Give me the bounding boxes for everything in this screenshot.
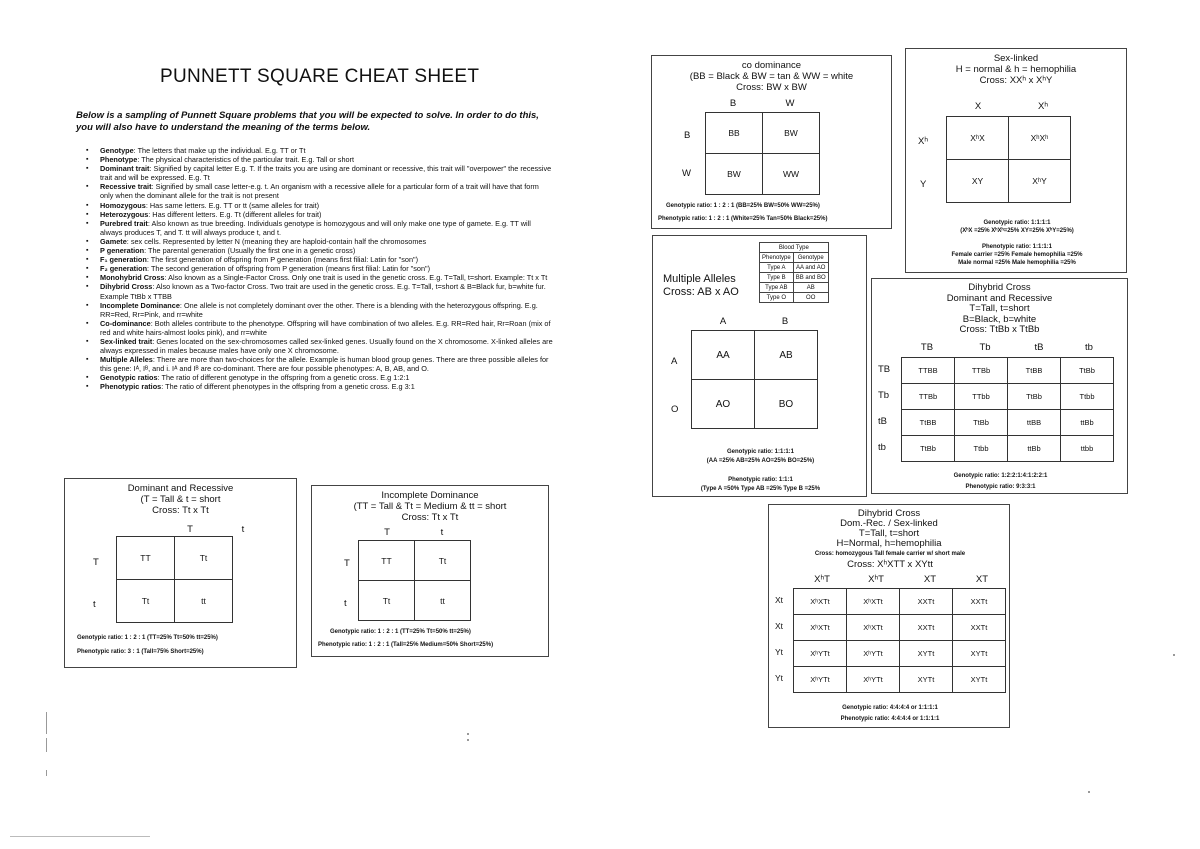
blood-type-table bbox=[759, 242, 829, 303]
punnett-cell: XYTt bbox=[953, 667, 1006, 693]
multiple-alleles-box bbox=[652, 235, 867, 497]
blood-type-title: Blood Type bbox=[760, 243, 829, 253]
phenotypic-ratio-detail: (Type A =50% Type AB =25% Type B =25% bbox=[700, 486, 821, 492]
punnett-cell: Tt bbox=[117, 580, 175, 623]
box-title: Incomplete Dominance (TT = Tall & Tt = Medium & tt = short Cross: Tt x Tt bbox=[353, 490, 507, 523]
phenotypic-ratio: Phenotypic ratio: 4:4:4:4 or 1:1:1:1 bbox=[840, 716, 940, 722]
dominant-recessive-box bbox=[64, 478, 297, 668]
box-title: Sex-linked H = normal & h = hemophilia Cross: XXʰ x XʰY bbox=[955, 53, 1077, 86]
term-item bbox=[84, 182, 554, 200]
punnett-grid bbox=[793, 588, 1006, 693]
genotypic-ratio: Genotypic ratio: 1 : 2 : 1 (TT=25% Tt=50% tt=25%) bbox=[77, 635, 218, 641]
punnett-cell: TtBb bbox=[1008, 384, 1061, 410]
punnett-cell: TTBB bbox=[902, 358, 955, 384]
term-name: Purebred trait bbox=[100, 218, 148, 228]
box-title: co dominance (BB = Black & BW = tan & WW = white Cross: BW x BW bbox=[689, 60, 854, 93]
punnett-cell: TTBb bbox=[955, 358, 1008, 384]
term-item bbox=[84, 237, 554, 246]
box-title: Dihybrid Cross Dom.-Rec. / Sex-linked T=Tall, t=short H=Normal, h=hemophilia bbox=[836, 508, 942, 549]
term-item bbox=[84, 355, 554, 373]
blood-type-header: Phenotype bbox=[760, 253, 794, 263]
punnett-cell: XY bbox=[947, 160, 1009, 203]
row-header: Yt bbox=[775, 673, 784, 683]
cross-label: Cross: XʰXTT x XYtt bbox=[847, 559, 933, 570]
phenotypic-ratio: Phenotypic ratio: 1:1:1 bbox=[728, 477, 793, 483]
genotypic-ratio: Genotypic ratio: 1:1:1:1 bbox=[983, 220, 1051, 226]
column-headers: T t bbox=[384, 527, 444, 538]
term-name: P generation bbox=[100, 246, 145, 256]
punnett-cell: XʰYTt bbox=[847, 641, 900, 667]
term-definition: : Signified by small case letter-e.g. t. An organism with a recessive allele for a particular form of a trait will have that form only when the dominant allele for the trait is not present bbox=[100, 182, 539, 201]
term-name: Phenotypic ratios bbox=[100, 382, 162, 392]
row-header: B bbox=[684, 130, 691, 141]
term-item bbox=[84, 164, 554, 182]
row-header: T bbox=[344, 558, 350, 569]
term-name: F₁ generation bbox=[100, 255, 147, 265]
box-title: Dominant and Recessive (T = Tall & t = short Cross: Tt x Tt bbox=[127, 483, 234, 516]
row-header: Xt bbox=[775, 595, 784, 605]
term-item bbox=[84, 255, 554, 264]
dihybrid-cross-box bbox=[871, 278, 1128, 494]
codominance-box bbox=[651, 55, 892, 229]
term-name: Co-dominance bbox=[100, 318, 151, 328]
scan-mark bbox=[467, 733, 469, 735]
term-name: Multiple Alleles bbox=[100, 355, 153, 365]
punnett-cell: WW bbox=[763, 154, 820, 195]
box-title: Multiple Alleles bbox=[663, 273, 736, 285]
row-header: TB bbox=[878, 364, 891, 375]
column-headers: B W bbox=[729, 98, 795, 109]
term-item bbox=[84, 246, 554, 255]
column-headers: X Xʰ bbox=[974, 101, 1048, 112]
dihybrid-sex-linked-box bbox=[768, 504, 1010, 728]
punnett-cell: TtBB bbox=[1008, 358, 1061, 384]
term-definition: : The second generation of offspring from P generation (means first filial: Latin for "son") bbox=[147, 264, 431, 274]
punnett-cell: Ttbb bbox=[1061, 384, 1114, 410]
punnett-grid bbox=[946, 116, 1071, 203]
punnett-cell: TT bbox=[359, 541, 415, 581]
term-item bbox=[84, 301, 554, 319]
punnett-cell: BB bbox=[706, 113, 763, 154]
incomplete-dominance-box bbox=[311, 485, 549, 657]
row-header: Tb bbox=[878, 390, 890, 401]
scan-mark bbox=[1088, 791, 1090, 793]
term-definition: : Has different letters. E.g. Tt (different alleles for trait) bbox=[148, 209, 322, 219]
phenotypic-ratio: Phenotypic ratio: 1 : 2 : 1 (Tall=25% Medium=50% Short=25%) bbox=[318, 642, 494, 648]
genotypic-ratio: Genotypic ratio: 1:1:1:1 bbox=[726, 449, 794, 455]
punnett-cell: ttBB bbox=[1008, 410, 1061, 436]
term-definition: : The first generation of offspring from P generation (means first filial: Latin for "son") bbox=[146, 255, 419, 265]
row-header: t bbox=[93, 599, 96, 610]
punnett-cell: TTbb bbox=[955, 384, 1008, 410]
row-header: Yt bbox=[775, 647, 784, 657]
punnett-cell: TtBb bbox=[902, 436, 955, 462]
phenotypic-ratio: Phenotypic ratio: 3 : 1 (Tall=75% Short=25%) bbox=[77, 649, 204, 655]
term-item bbox=[84, 264, 554, 273]
punnett-cell: Tt bbox=[175, 537, 233, 580]
scan-mark bbox=[46, 770, 47, 776]
punnett-cell: XʰXʰ bbox=[1009, 117, 1071, 160]
blood-type-cell: BB and BO bbox=[793, 273, 828, 283]
term-item bbox=[84, 146, 554, 155]
terms-list bbox=[84, 146, 554, 392]
punnett-cell: ttbb bbox=[1061, 436, 1114, 462]
term-item bbox=[84, 337, 554, 355]
genotypic-ratio: Genotypic ratio: 4:4:4:4 or 1:1:1:1 bbox=[842, 705, 938, 711]
term-item bbox=[84, 210, 554, 219]
term-name: Genotype bbox=[100, 146, 134, 155]
punnett-cell: XʰY bbox=[1009, 160, 1071, 203]
row-header: tb bbox=[878, 442, 886, 453]
punnett-grid bbox=[691, 330, 818, 429]
punnett-cell: XXTt bbox=[900, 589, 953, 615]
column-headers: T t bbox=[187, 524, 245, 535]
blood-type-cell: Type AB bbox=[760, 283, 794, 293]
term-name: Genotypic ratios bbox=[100, 373, 158, 383]
term-item bbox=[84, 219, 554, 237]
punnett-cell: TtBb bbox=[1061, 358, 1114, 384]
term-definition: : Genes located on the sex-chromosomes called sex-linked genes. Usually found on the X chromosome. X-linked alleles are always expressed in males because males have only one X chromosome. bbox=[100, 336, 553, 356]
term-item bbox=[84, 201, 554, 210]
punnett-cell: BW bbox=[763, 113, 820, 154]
term-definition: : Also known as a Two-factor Cross. Two trait are used in the genetic cross. E.g. T=Tall, t=short & B=Black fur, b=white fur. Example TtBb x TTBB bbox=[100, 282, 546, 301]
punnett-cell: ttBb bbox=[1008, 436, 1061, 462]
term-definition: : One allele is not completely dominant over the other. There is a blending with the heterozygous offspring. E.g. RR=Red, Rr=Pink, and rr=white bbox=[100, 300, 538, 319]
punnett-cell: XʰXTt bbox=[847, 615, 900, 641]
punnett-cell: tt bbox=[175, 580, 233, 623]
genotypic-ratio: Genotypic ratio: 1 : 2 : 1 (BB=25% BW=50% WW=25%) bbox=[666, 203, 820, 209]
row-header: Y bbox=[920, 179, 927, 190]
blood-type-cell: Type A bbox=[760, 263, 794, 273]
punnett-cell: TTBb bbox=[902, 384, 955, 410]
punnett-grid bbox=[901, 357, 1114, 462]
term-name: Incomplete Dominance bbox=[100, 300, 180, 310]
punnett-cell: XXTt bbox=[953, 615, 1006, 641]
blood-type-cell: OO bbox=[793, 293, 828, 303]
punnett-cell: XʰXTt bbox=[847, 589, 900, 615]
scan-edge-line bbox=[10, 836, 150, 837]
punnett-cell: BW bbox=[706, 154, 763, 195]
term-definition: : There are more than two-choices for the allele. Example is human blood group genes. There are three possible alleles for this gene: Iᴬ, Iᴮ, and i. Iᴬ and Iᴮ are co-dominant. There are four possible phenotypes: A, B, AB, and O. bbox=[100, 355, 549, 374]
row-header: O bbox=[671, 404, 679, 415]
term-definition: : The ratio of different phenotypes in the offspring from a genetic cross. E.g 3:1 bbox=[161, 382, 415, 392]
term-definition: : Both alleles contribute to the phenotype. Offspring will have combination of two alleles. E.g. RR=Red hair, Rr=Roan (mix of red and white hairs-almost looks pink), and rr=white bbox=[100, 318, 551, 337]
scan-mark bbox=[467, 739, 469, 741]
phenotypic-ratio: Phenotypic ratio: 9:3:3:1 bbox=[965, 484, 1036, 490]
punnett-cell: TtBb bbox=[955, 410, 1008, 436]
punnett-cell: XʰXTt bbox=[794, 615, 847, 641]
term-name: Monohybrid Cross bbox=[100, 273, 165, 283]
punnett-cell: AA bbox=[692, 331, 755, 380]
punnett-cell: XYTt bbox=[900, 667, 953, 693]
term-name: Gamete bbox=[100, 236, 127, 246]
term-name: Homozygous bbox=[100, 200, 146, 210]
phenotypic-ratio-detail: Female carrier =25% Female hemophilia =25% bbox=[951, 252, 1083, 258]
box-title: Dihybrid Cross Dominant and Recessive T=Tall, t=short B=Black, b=white Cross: TtBb x TtBb bbox=[946, 282, 1053, 335]
punnett-grid bbox=[705, 112, 820, 195]
punnett-cell: Ttbb bbox=[955, 436, 1008, 462]
blood-type-header: Genotype bbox=[793, 253, 828, 263]
phenotypic-ratio-detail: Male normal =25% Male hemophilia =25% bbox=[958, 260, 1076, 266]
term-definition: : Also known as a Single-Factor Cross. Only one trait is used in the genetic cross. E.g. T=Tall, t=short. Example: Tt x Tt bbox=[164, 273, 548, 283]
scan-mark bbox=[1173, 654, 1175, 656]
row-header: tB bbox=[878, 416, 887, 427]
blood-type-cell: Type B bbox=[760, 273, 794, 283]
scan-mark bbox=[46, 712, 47, 734]
term-definition: : Has same letters. E.g. TT or tt (same alleles for trait) bbox=[145, 200, 320, 210]
column-headers: XʰT XʰT XT XT bbox=[814, 574, 989, 585]
term-definition: : Also known as true breeding. Individuals genotype is homozygous and will only make one type of gamete. E.g. TT will always produces T, and T. tt will always produce t, and t. bbox=[100, 218, 531, 237]
row-header: A bbox=[671, 356, 678, 367]
punnett-cell: XYTt bbox=[953, 641, 1006, 667]
punnett-cell: XʰYTt bbox=[794, 641, 847, 667]
punnett-cell: tt bbox=[415, 581, 471, 621]
term-definition: : The parental generation (Usually the first one in a genetic cross) bbox=[144, 246, 356, 256]
punnett-cell: XXTt bbox=[953, 589, 1006, 615]
row-header: T bbox=[93, 557, 99, 568]
blood-type-cell: AB bbox=[793, 283, 828, 293]
punnett-cell: XʰX bbox=[947, 117, 1009, 160]
term-definition: : The ratio of different genotype in the offspring from a genetic cross. E.g 1:2:1 bbox=[157, 373, 410, 383]
term-item bbox=[84, 273, 554, 282]
punnett-cell: XYTt bbox=[900, 641, 953, 667]
row-header: t bbox=[344, 598, 347, 609]
term-name: Sex-linked trait bbox=[100, 336, 153, 346]
punnett-cell: Tt bbox=[359, 581, 415, 621]
term-item bbox=[84, 282, 554, 300]
term-definition: : The letters that make up the individual. E.g. TT or Tt bbox=[133, 146, 306, 155]
term-item bbox=[84, 319, 554, 337]
term-name: Dominant trait bbox=[100, 164, 150, 174]
punnett-cell: XXTt bbox=[900, 615, 953, 641]
punnett-cell: AO bbox=[692, 380, 755, 429]
sex-linked-box bbox=[905, 48, 1127, 273]
term-item bbox=[84, 373, 554, 382]
term-item bbox=[84, 382, 554, 391]
phenotypic-ratio: Phenotypic ratio: 1 : 2 : 1 (White=25% Tan=50% Black=25%) bbox=[658, 216, 828, 222]
phenotypic-ratio: Phenotypic ratio: 1:1:1:1 bbox=[981, 244, 1052, 250]
column-headers: TB Tb tB tb bbox=[920, 342, 1093, 353]
intro-text: Below is a sampling of Punnett Square problems that you will be expected to solve. In order to do this, you will also have to understand the meaning of the terms below. bbox=[76, 110, 539, 133]
row-header: Xʰ bbox=[918, 136, 928, 147]
term-definition: : sex cells. Represented by letter N (meaning they are haploid-contain half the chromosomes bbox=[126, 236, 427, 246]
punnett-cell: XʰYTt bbox=[847, 667, 900, 693]
term-name: Recessive trait bbox=[100, 182, 152, 192]
punnett-grid bbox=[358, 540, 471, 621]
punnett-cell: Tt bbox=[415, 541, 471, 581]
blood-type-cell: Type O bbox=[760, 293, 794, 303]
punnett-cell: XʰYTt bbox=[794, 667, 847, 693]
term-name: Heterozygous bbox=[100, 209, 149, 219]
term-item bbox=[84, 155, 554, 164]
punnett-grid bbox=[116, 536, 233, 623]
genotypic-ratio-detail: (AA =25% AB=25% AO=25% BO=25%) bbox=[706, 458, 815, 464]
punnett-cell: XʰXTt bbox=[794, 589, 847, 615]
genotypic-ratio: Genotypic ratio: 1 : 2 : 1 (TT=25% Tt=50% tt=25%) bbox=[330, 629, 471, 635]
page-title: PUNNETT SQUARE CHEAT SHEET bbox=[160, 66, 480, 87]
punnett-cell: AB bbox=[755, 331, 818, 380]
scan-mark bbox=[46, 738, 47, 752]
term-definition: : Signified by capital letter E.g. T. If the traits you are using are dominant or recessive, this trait will "overpower" the recessive trait and will be expressed. E.g. Tt bbox=[100, 164, 552, 183]
cross-note: Cross: homozygous Tall female carrier w/ short male bbox=[814, 551, 966, 557]
column-headers: A B bbox=[719, 316, 789, 327]
row-header: Xt bbox=[775, 621, 784, 631]
term-definition: : The physical characteristics of the particular trait. E.g. Tall or short bbox=[137, 155, 355, 165]
term-name: F₂ generation bbox=[100, 264, 148, 274]
genotypic-ratio: Genotypic ratio: 1:2:2:1:4:1:2:2:1 bbox=[953, 473, 1048, 479]
blood-type-cell: AA and AO bbox=[793, 263, 828, 273]
term-name: Phenotype bbox=[100, 155, 138, 165]
genotypic-ratio-detail: (XʰX =25% XʰXʰ=25% XY=25% XʰY=25%) bbox=[960, 228, 1074, 234]
row-header: W bbox=[682, 168, 691, 179]
term-name: Dihybrid Cross bbox=[100, 282, 153, 292]
punnett-cell: ttBb bbox=[1061, 410, 1114, 436]
punnett-cell: TtBB bbox=[902, 410, 955, 436]
punnett-cell: BO bbox=[755, 380, 818, 429]
cross-label: Cross: AB x AO bbox=[663, 286, 739, 298]
punnett-cell: TT bbox=[117, 537, 175, 580]
